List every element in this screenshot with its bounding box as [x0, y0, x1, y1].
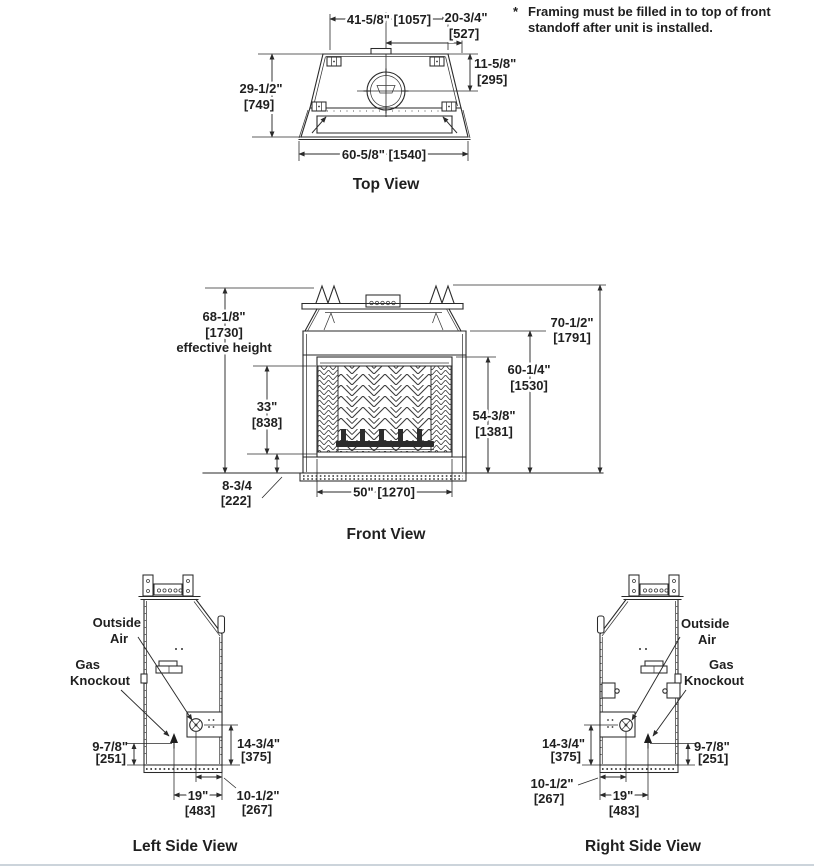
- dim-gas-height-mm: [251]: [698, 751, 729, 766]
- dim-depth-in: 29-1/2": [239, 81, 283, 96]
- dim-back-width: 41-5/8" [1057]: [346, 12, 432, 27]
- right-body-outline: [600, 600, 678, 766]
- gas-knockout-label-2: Knockout: [684, 673, 744, 688]
- front-view-title: Front View: [346, 526, 426, 543]
- outside-air-label-2: Air: [698, 632, 717, 647]
- dim-effective-height-mm: [1730]: [205, 325, 243, 340]
- dim-effective-height-label: effective height: [176, 340, 272, 355]
- dim-firebox-height-mm: [1381]: [475, 424, 513, 439]
- outside-air-kit: [187, 712, 222, 737]
- note-asterisk: *: [513, 4, 519, 19]
- fold-mark-left: [324, 313, 335, 330]
- dim-gas-height-mm: [251]: [95, 751, 126, 766]
- side-bracket: [141, 674, 147, 683]
- dim-total-height-mm: [1791]: [553, 330, 591, 345]
- dim-gas-depth-in: 19": [612, 788, 634, 803]
- left-side-view-title: Left Side View: [132, 838, 238, 855]
- dim-firebox-height-in: 54-3/8": [472, 408, 516, 423]
- gas-knockout-label-2: Knockout: [70, 673, 130, 688]
- outside-air-kit: [600, 712, 635, 737]
- gas-knockout-label-1: Gas: [75, 657, 100, 672]
- dim-gas-depth-in: 19": [187, 788, 209, 803]
- dim-face-height-mm: [1530]: [510, 378, 548, 393]
- dim-effective-height-in: 68-1/8": [202, 309, 246, 324]
- left-standoffs: [143, 575, 193, 596]
- dim-air-depth-in: 10-1/2": [236, 788, 280, 803]
- dim-air-height-mm: [375]: [550, 749, 581, 764]
- note-line1: Framing must be filled in to top of front: [528, 4, 771, 19]
- left-body-outline: [144, 600, 222, 766]
- dim-total-height-in: 70-1/2": [550, 315, 594, 330]
- top-tab: [371, 49, 391, 55]
- outside-air-label-1: Outside: [681, 616, 730, 631]
- top-view-drawing: [239, 10, 516, 193]
- dim-front-width: 60-5/8" [1540]: [341, 147, 427, 162]
- right-side-view-drawing: [530, 575, 744, 855]
- dim-face-height-in: 60-1/4": [507, 362, 551, 377]
- dim-gas-height-in: 9-7/8": [694, 739, 730, 754]
- dim-air-depth-in: 10-1/2": [530, 776, 574, 791]
- dim-air-height-mm: [375]: [241, 749, 272, 764]
- front-view-drawing: [176, 285, 606, 543]
- dim-gas-depth-mm: [483]: [608, 803, 640, 818]
- brick-column-left: [318, 366, 338, 452]
- note-line2: standoff after unit is installed.: [528, 20, 713, 35]
- dim-gas-depth-mm: [483]: [184, 803, 216, 818]
- dim-air-depth-mm: [267]: [533, 791, 565, 806]
- outside-air-label-1: Outside: [92, 615, 141, 630]
- latch-tab: [218, 616, 225, 633]
- latch-tab: [598, 616, 605, 633]
- page-bottom-rule: [0, 864, 814, 866]
- right-side-view-title: Right Side View: [585, 838, 701, 855]
- dim-opening-height-in: 33": [256, 399, 278, 414]
- gas-knockout-leader-arrow: [121, 690, 169, 736]
- dim-depth-mm: [749]: [243, 97, 275, 112]
- dim-air-depth-mm: [267]: [241, 802, 273, 817]
- gas-knockout-label-1: Gas: [709, 657, 734, 672]
- dim-gas-height-in: 9-7/8": [92, 739, 128, 754]
- dim-hearth-height-mm: [222]: [220, 493, 252, 508]
- framing-note: [513, 4, 771, 35]
- dim-flue-to-corner-in: 20-3/4": [444, 10, 488, 25]
- dim-flue-depth-in: 11-5/8": [474, 56, 517, 71]
- dim-air-height-in: 14-3/4": [541, 736, 585, 751]
- left-side-view-drawing: [70, 575, 280, 855]
- brick-column-right: [431, 366, 451, 452]
- dim-opening-width: 50" [1270]: [353, 484, 415, 500]
- outside-air-label-2: Air: [109, 631, 128, 646]
- flue-junction-box: [366, 295, 400, 307]
- right-standoffs: [629, 575, 679, 596]
- gas-knockout-marker: [644, 733, 652, 748]
- side-bracket: [675, 674, 681, 683]
- dim-opening-height-mm: [838]: [251, 415, 283, 430]
- fold-mark-right: [433, 313, 444, 330]
- top-view-title: Top View: [352, 176, 420, 193]
- gas-knockout-marker: [170, 733, 178, 748]
- dim-hearth-height-in: 8-3/4: [222, 478, 252, 493]
- dim-flue-depth-mm: [295]: [477, 72, 508, 87]
- knockout-brackets: [602, 683, 680, 698]
- dim-flue-to-corner-mm: [527]: [448, 26, 480, 41]
- dim-air-height-in: 14-3/4": [237, 736, 281, 751]
- corner-brackets: [312, 57, 456, 111]
